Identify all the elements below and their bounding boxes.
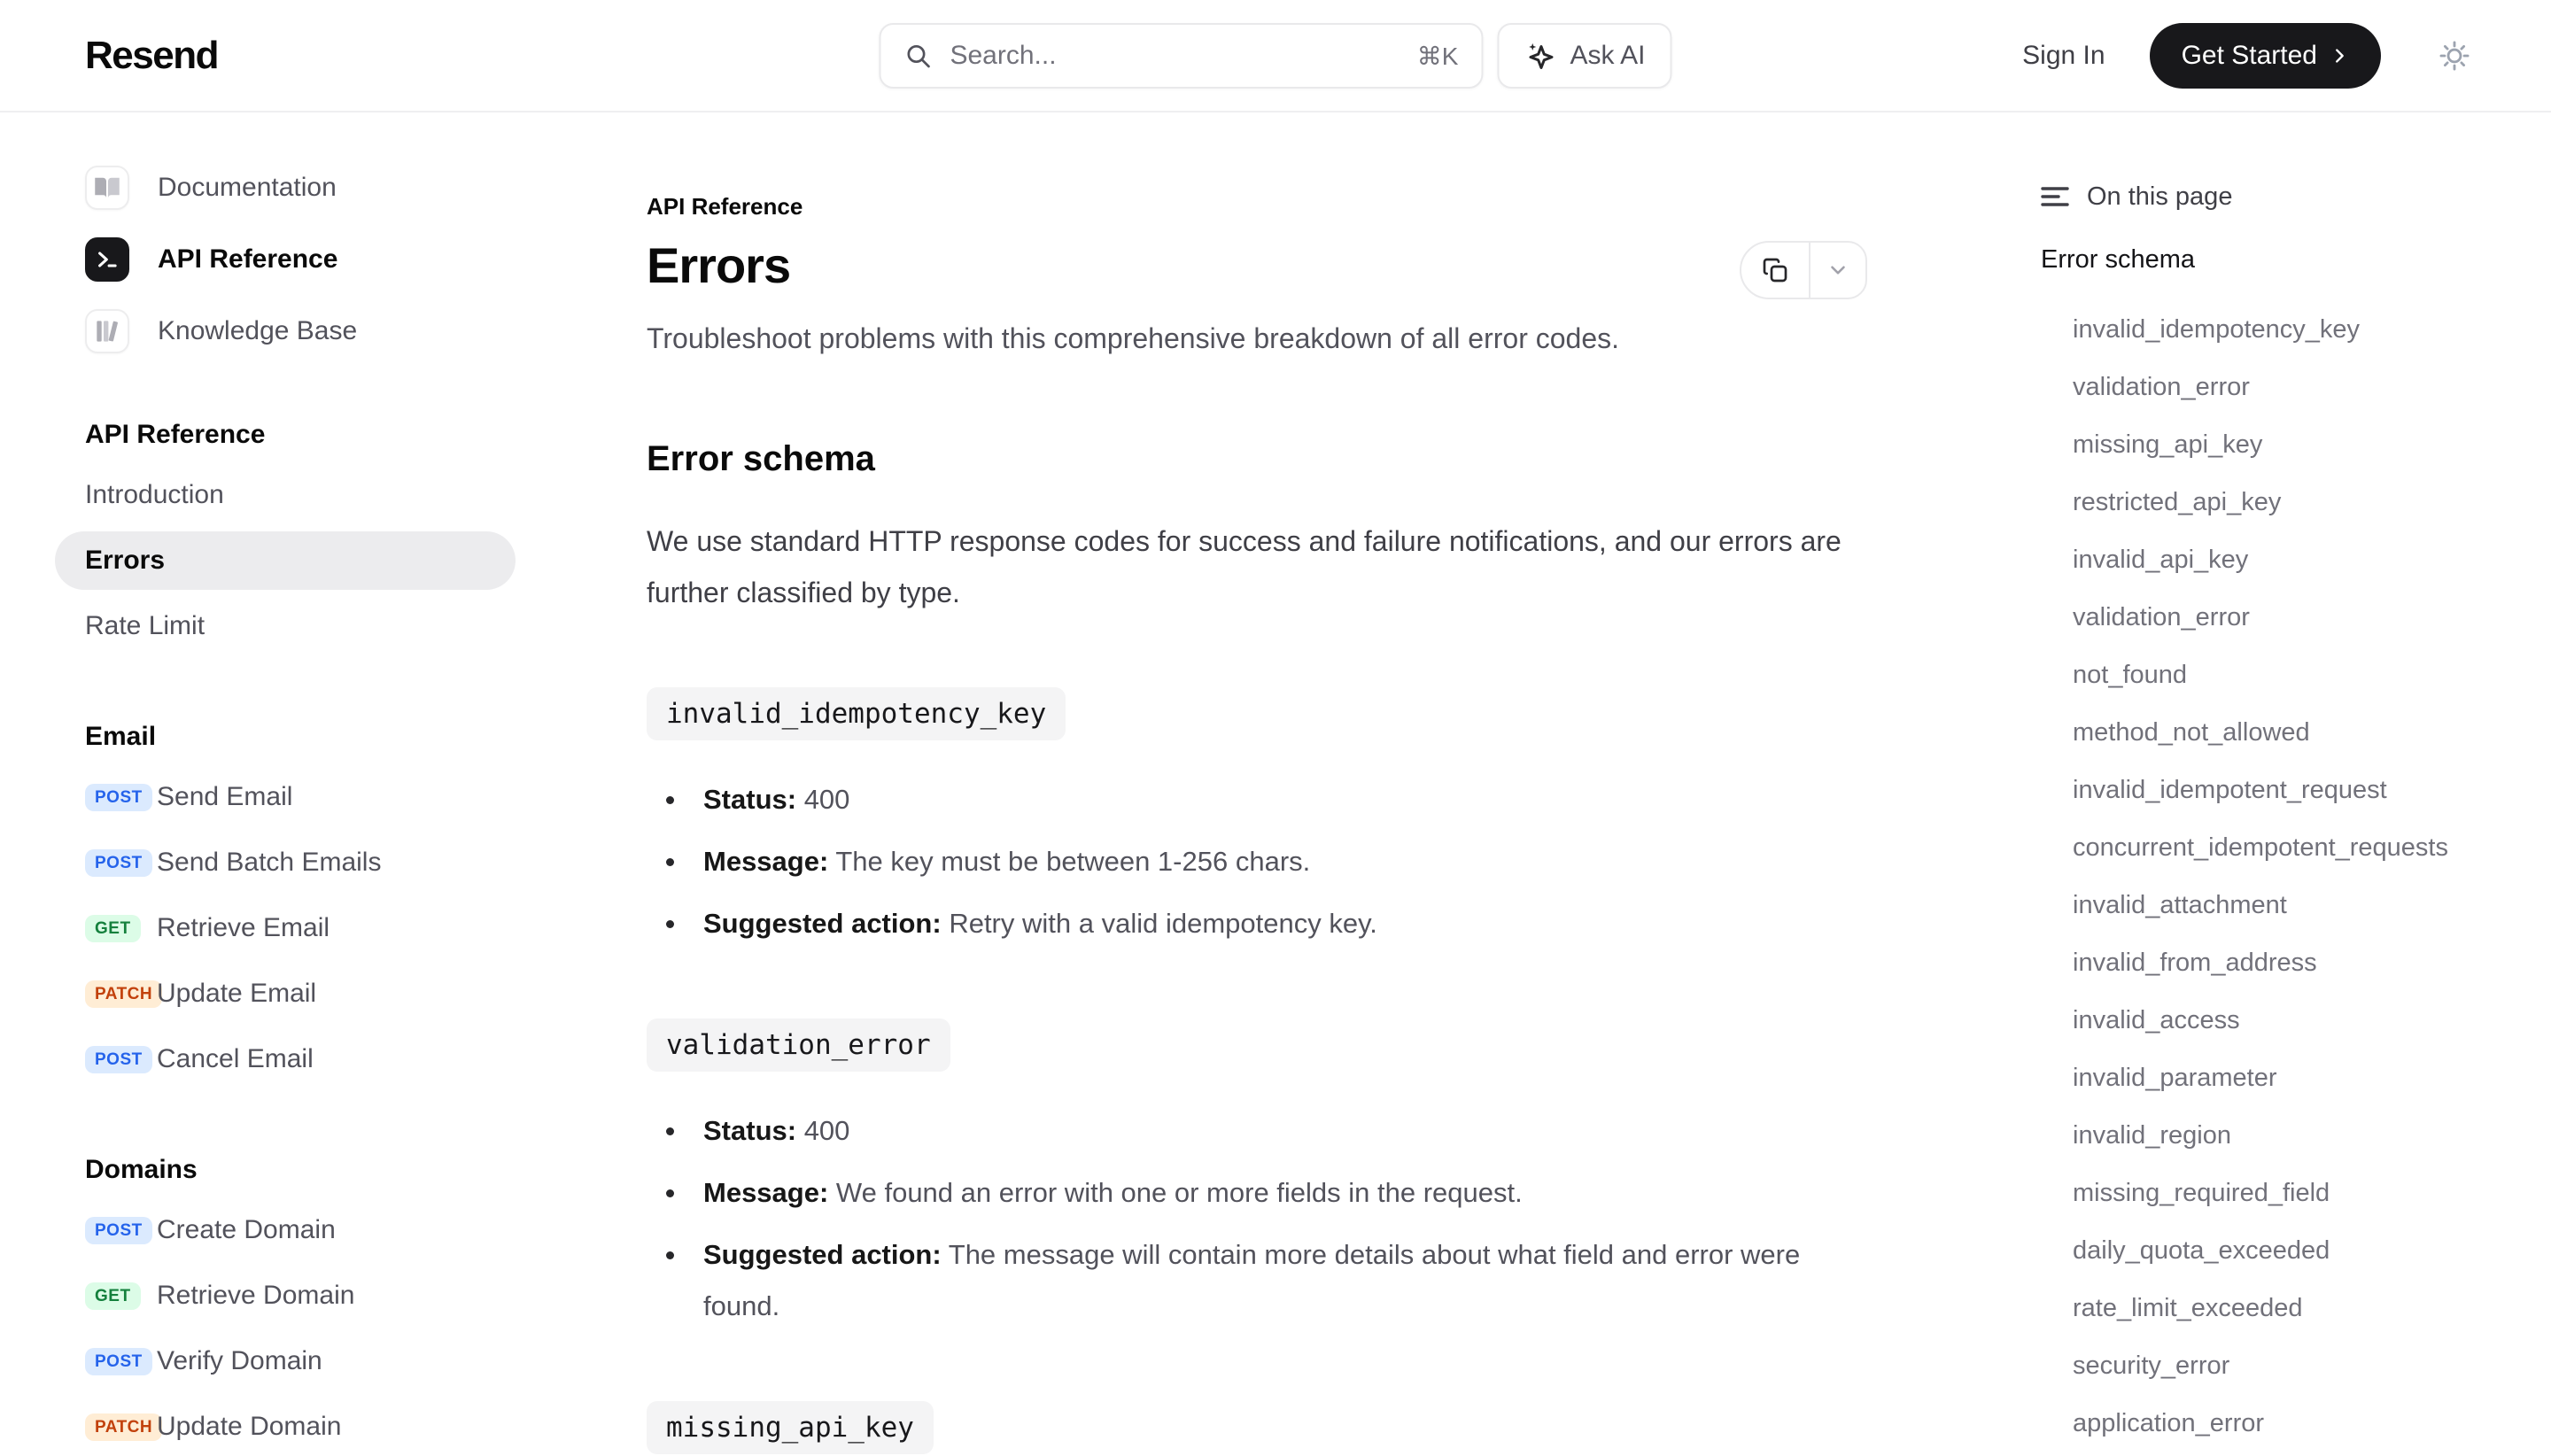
search-icon [903, 42, 932, 70]
library-icon [85, 309, 129, 353]
terminal-icon [85, 237, 129, 282]
sidebar-section-title-domains: Domains [85, 1155, 198, 1184]
method-badge: PATCH [85, 980, 162, 1008]
book-open-icon [85, 166, 129, 210]
sidebar-link-label: Retrieve Email [157, 913, 330, 942]
sidebar-link-create-domain[interactable] [55, 1201, 516, 1259]
toc-list [2041, 314, 2471, 1438]
toc-link-missing-api-key[interactable]: missing_api_key [2073, 430, 2263, 459]
sidebar-link-introduction[interactable] [55, 466, 516, 524]
sidebar-link-label: Retrieve Domain [157, 1281, 355, 1310]
ask-ai-label: Ask AI [1570, 41, 1646, 70]
copy-icon [1761, 256, 1789, 284]
header-right [2022, 0, 2471, 111]
method-badge: GET [85, 915, 141, 942]
search-input[interactable] [879, 23, 1483, 89]
title-row [647, 237, 1867, 294]
method-badge: POST [85, 849, 152, 877]
toc-link-invalid-idempotent-request[interactable]: invalid_idempotent_request [2073, 776, 2387, 804]
toc-link-invalid-attachment[interactable]: invalid_attachment [2073, 891, 2287, 919]
error-code: missing_api_key [647, 1401, 934, 1454]
sidebar-link-label: Create Domain [157, 1215, 336, 1244]
toc-link-invalid-region[interactable]: invalid_region [2073, 1121, 2231, 1150]
main-content [647, 112, 1867, 1444]
bullet-label: Status: [703, 1115, 797, 1146]
method-badge: POST [85, 784, 152, 811]
method-badge-wrap [85, 1348, 157, 1375]
toc-link-concurrent-idempotent-requests[interactable]: concurrent_idempotent_requests [2073, 833, 2448, 862]
sidebar-link-label: Update Domain [157, 1412, 342, 1441]
method-badge: PATCH [85, 1413, 162, 1441]
method-badge: GET [85, 1282, 141, 1310]
toc-link-invalid-parameter[interactable]: invalid_parameter [2073, 1064, 2277, 1092]
error-list [647, 687, 1867, 1454]
toc-header [2041, 182, 2471, 212]
method-badge-wrap [85, 784, 157, 811]
bullet-item: Status: 400 [647, 1105, 1825, 1157]
theme-toggle-button[interactable] [2438, 39, 2471, 73]
toc-link-restricted-api-key[interactable]: restricted_api_key [2073, 488, 2282, 516]
bullet-item: Status: 400 [647, 774, 1825, 825]
get-started-button[interactable] [2150, 23, 2381, 89]
search-shortcut: ⌘K [1416, 42, 1459, 70]
toc-link-daily-quota-exceeded[interactable]: daily_quota_exceeded [2073, 1236, 2330, 1265]
sidebar-item-label: Knowledge Base [158, 316, 358, 345]
sidebar-item-label: Documentation [158, 173, 337, 202]
method-badge-wrap [85, 1413, 157, 1441]
toc-link-invalid-from-address[interactable]: invalid_from_address [2073, 949, 2317, 977]
sidebar-link-update-email[interactable] [55, 964, 516, 1023]
bullet-label: Message: [703, 846, 829, 877]
sidebar-item-label: API Reference [158, 244, 338, 274]
on-this-page-panel [2041, 112, 2471, 1437]
sidebar-link-label: Introduction [85, 480, 224, 509]
top-navbar [0, 0, 2551, 112]
error-block-invalid-idempotency-key [647, 687, 1867, 949]
sidebar-link-label: Verify Domain [157, 1346, 322, 1375]
method-badge-wrap [85, 1217, 157, 1244]
error-code: invalid_idempotency_key [647, 687, 1066, 740]
header-center [879, 23, 1671, 89]
chevron-down-icon [1826, 259, 1849, 282]
toc-link-method-not-allowed[interactable]: method_not_allowed [2073, 718, 2310, 747]
sidebar-link-label: Errors [85, 546, 166, 575]
breadcrumb: API Reference [647, 193, 803, 220]
toc-section-link[interactable]: Error schema [2041, 245, 2196, 274]
copy-page-button-group [1740, 241, 1867, 299]
ask-ai-button[interactable] [1497, 23, 1671, 89]
method-badge-wrap [85, 980, 157, 1008]
sidebar-link-cancel-email[interactable] [55, 1030, 516, 1088]
method-badge-wrap [85, 915, 157, 942]
toc-link-invalid-idempotency-key[interactable]: invalid_idempotency_key [2073, 315, 2361, 344]
toc-link-invalid-api-key[interactable]: invalid_api_key [2073, 546, 2249, 574]
error-block-missing-api-key [647, 1401, 1867, 1454]
sparkle-icon [1524, 40, 1555, 72]
toc-link-rate-limit-exceeded[interactable]: rate_limit_exceeded [2073, 1294, 2303, 1322]
sign-in-link[interactable]: Sign In [2022, 40, 2105, 70]
sidebar-item-api-reference[interactable] [85, 237, 516, 282]
sidebar-link-errors[interactable] [55, 531, 516, 590]
resend-logo[interactable]: Resend [85, 33, 218, 77]
sidebar-item-knowledge-base[interactable] [85, 309, 516, 353]
sun-icon [2438, 39, 2471, 73]
sidebar-link-send-batch-emails[interactable] [55, 833, 516, 892]
method-badge: POST [85, 1348, 152, 1375]
bullet-list [647, 1105, 1867, 1332]
sidebar-section-list [55, 466, 516, 655]
sidebar-link-label: Cancel Email [157, 1044, 314, 1073]
sidebar-link-send-email[interactable] [55, 768, 516, 826]
page-title: Errors [647, 237, 791, 293]
sidebar-products [85, 166, 516, 353]
sidebar-link-label: Update Email [157, 979, 317, 1008]
section-heading: Error schema [647, 439, 875, 478]
toc-link-missing-required-field[interactable]: missing_required_field [2073, 1179, 2330, 1207]
bullet-label: Message: [703, 1177, 829, 1208]
method-badge: POST [85, 1046, 152, 1073]
copy-options-button[interactable] [1811, 243, 1865, 298]
sidebar-link-retrieve-domain[interactable] [55, 1266, 516, 1325]
copy-button[interactable] [1741, 243, 1811, 298]
method-badge-wrap [85, 849, 157, 877]
bullet-item: Suggested action: Retry with a valid idempotency key. [647, 898, 1825, 949]
sidebar-section-title-email: Email [85, 722, 157, 751]
bullet-item: Message: We found an error with one or more fields in the request. [647, 1167, 1825, 1219]
method-badge-wrap [85, 1282, 157, 1310]
toc-link-not-found[interactable]: not_found [2073, 661, 2188, 689]
sidebar-link-rate-limit[interactable] [55, 597, 516, 655]
bullet-label: Status: [703, 784, 797, 815]
bullet-item: Message: The key must be between 1-256 chars. [647, 836, 1825, 887]
toc-link-validation-error[interactable]: validation_error [2073, 603, 2250, 631]
sidebar-link-verify-domain[interactable] [55, 1332, 516, 1390]
bullet-list [647, 774, 1867, 949]
toc-title: On this page [2087, 182, 2233, 211]
page-subtitle: Troubleshoot problems with this comprehensive breakdown of all error codes. [647, 322, 1620, 354]
sidebar-section-list [55, 1201, 516, 1456]
sidebar-link-retrieve-email[interactable] [55, 899, 516, 957]
section-intro: We use standard HTTP response codes for success and failure notifications, and our errors are further classified by type. [647, 525, 1842, 608]
bullet-item: Suggested action: The message will contain more details about what field and error were found. [647, 1229, 1825, 1332]
sidebar-section-list [55, 768, 516, 1088]
get-started-label: Get Started [2181, 40, 2317, 70]
sidebar-link-label: Send Batch Emails [157, 848, 382, 877]
search-placeholder: Search... [950, 41, 1057, 70]
sidebar-nav [85, 420, 516, 1456]
bullet-label: Suggested action: [703, 1239, 942, 1270]
sidebar-link-label: Rate Limit [85, 611, 205, 640]
sidebar-item-documentation[interactable] [85, 166, 516, 210]
toc-link-invalid-access[interactable]: invalid_access [2073, 1006, 2240, 1034]
chevron-right-icon [2330, 46, 2349, 66]
sidebar-link-label: Send Email [157, 782, 293, 811]
bullet-label: Suggested action: [703, 908, 942, 939]
sidebar-link-update-domain[interactable] [55, 1398, 516, 1456]
method-badge-wrap [85, 1046, 157, 1073]
toc-link-validation-error[interactable]: validation_error [2073, 373, 2250, 401]
error-code: validation_error [647, 1018, 950, 1072]
sidebar-section-title-api-reference: API Reference [85, 420, 266, 449]
left-sidebar [85, 112, 516, 1441]
error-block-validation-error [647, 1018, 1867, 1332]
list-icon [2041, 184, 2069, 209]
method-badge: POST [85, 1217, 152, 1244]
toc-link-application-error[interactable]: application_error [2073, 1409, 2265, 1437]
toc-link-security-error[interactable]: security_error [2073, 1351, 2230, 1380]
